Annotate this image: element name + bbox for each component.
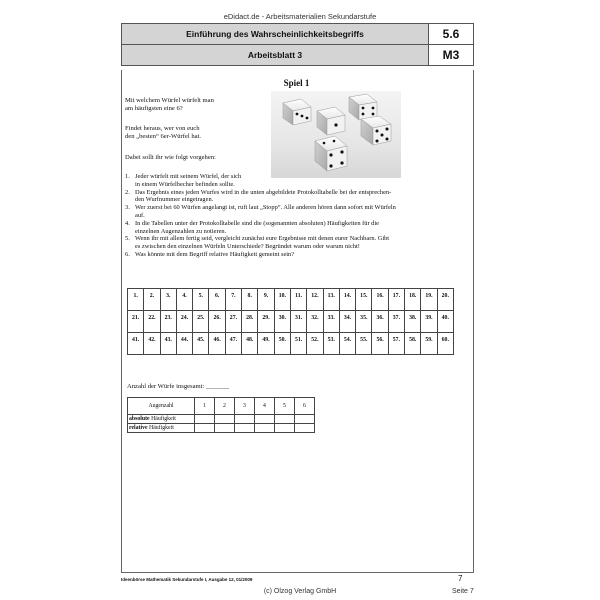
throw-cell[interactable] [258, 333, 274, 355]
throw-cell[interactable] [160, 311, 176, 333]
relative-frequency-label: relative Häufigkeit [128, 424, 195, 433]
throw-cell[interactable] [160, 289, 176, 311]
frequency-table-header-row [128, 398, 315, 415]
throw-number: 52. [311, 337, 319, 343]
total-throws-label: Anzahl der Würfe insgesamt: _______ [127, 383, 230, 390]
site-line: eDidact.de - Arbeitsmaterialien Sekundarstufe [223, 12, 377, 21]
instruction-list [125, 173, 467, 259]
throw-cell[interactable] [307, 333, 323, 355]
header-subtitle: Arbeitsblatt 3 [122, 45, 429, 65]
throw-number: 10. [278, 293, 286, 299]
relative-cell[interactable] [235, 424, 255, 433]
throw-cell[interactable] [290, 289, 306, 311]
throw-number: 2. [149, 293, 155, 299]
throw-number: 49. [262, 337, 270, 343]
throw-cell[interactable] [405, 333, 421, 355]
throw-number: 31. [294, 315, 303, 321]
throw-cell[interactable] [421, 333, 437, 355]
throw-number: 22. [148, 315, 156, 321]
footer-page-number: 7 [458, 574, 463, 583]
throw-number: 43. [164, 337, 172, 343]
throw-number: 44. [180, 337, 189, 343]
header-number: 5.6 [429, 24, 473, 44]
throw-number: 23. [164, 315, 172, 321]
intro-question [125, 97, 214, 113]
absolute-cell[interactable] [275, 415, 295, 424]
throw-number: 40. [441, 315, 449, 321]
throw-number: 50. [278, 337, 286, 343]
header-code: M3 [429, 45, 473, 65]
throw-number: 25. [197, 315, 205, 321]
throw-number: 15. [360, 293, 368, 299]
throw-number: 45. [197, 337, 205, 343]
throw-number: 35. [360, 315, 368, 321]
throw-cell[interactable] [193, 333, 209, 355]
throw-number: 1. [133, 293, 138, 299]
throw-number: 19. [425, 293, 433, 299]
face-3-header: 3 [235, 398, 255, 415]
relative-cell[interactable] [275, 424, 295, 433]
throw-number: 36. [376, 315, 384, 321]
throw-cell[interactable] [160, 333, 176, 355]
throw-cell[interactable] [209, 333, 225, 355]
intro-task-line-1: Findet heraus, wer von euch [125, 125, 200, 132]
throw-cell[interactable] [242, 289, 258, 311]
throw-number: 41. [132, 337, 140, 343]
throw-cell[interactable] [128, 311, 144, 333]
face-1-header: 1 [195, 398, 215, 415]
throw-cell[interactable] [290, 333, 306, 355]
throw-cell[interactable] [193, 311, 209, 333]
throw-number: 29. [262, 315, 270, 321]
throw-cell[interactable] [209, 311, 225, 333]
throw-cell[interactable] [307, 311, 323, 333]
instruction-step-5: 5. Wenn ihr mit allem fertig seid, vergleicht zunächst eure Ergebnisse mit denen eurer Nachbarn. Gibt es zwischen den einzelnen Würfeln Unterschiede? Begründet warum oder warum nicht! [125, 235, 390, 251]
throw-cell[interactable] [274, 289, 290, 311]
frequency-table [127, 397, 315, 433]
throw-number: 28. [246, 315, 254, 321]
throw-cell[interactable] [339, 289, 355, 311]
throw-number: 59. [425, 337, 433, 343]
footer-page-label: Seite 7 [452, 588, 474, 595]
throw-number: 6. [214, 293, 220, 299]
footer-publisher: (c) Olzog Verlag GmbH [263, 588, 337, 595]
throw-number: 55. [360, 337, 368, 343]
throw-cell[interactable] [421, 311, 437, 333]
throw-cell[interactable] [405, 289, 421, 311]
throw-cell[interactable] [388, 333, 404, 355]
intro-question-line-1: Mit welchem Würfel würfelt man [125, 97, 214, 104]
header-row-subtitle [122, 45, 473, 65]
absolute-cell[interactable] [195, 415, 215, 424]
throw-cell[interactable] [421, 289, 437, 311]
throw-cell[interactable] [176, 333, 192, 355]
throw-cell[interactable] [356, 311, 372, 333]
throw-number: 3. [166, 293, 171, 299]
throw-number: 21. [132, 315, 140, 321]
throw-cell[interactable] [323, 311, 339, 333]
face-6-header: 6 [295, 398, 315, 415]
throw-number: 57. [392, 337, 401, 343]
throw-cell[interactable] [225, 311, 241, 333]
throw-cell[interactable] [258, 289, 274, 311]
throw-cell[interactable] [144, 289, 160, 311]
throw-number: 30. [278, 315, 286, 321]
throw-cell[interactable] [176, 311, 192, 333]
throw-number: 47. [229, 337, 238, 343]
intro-task [125, 125, 201, 141]
intro-procedure: Dabei sollt ihr wie folgt vorgehen: [125, 154, 216, 161]
throw-number: 51. [294, 337, 303, 343]
instruction-step-3: 3. Wer zuerst bei 60 Würfen angelangt ist, ruft laut „Stopp“. Alle anderen hören dann sofort mit Würfeln auf. [125, 204, 396, 219]
protocol-row [128, 289, 454, 311]
throw-cell[interactable] [128, 289, 144, 311]
throw-number: 14. [343, 293, 352, 299]
throw-cell[interactable] [144, 311, 160, 333]
throw-number: 48. [246, 337, 254, 343]
throw-number: 54. [343, 337, 352, 343]
throw-number: 16. [376, 293, 384, 299]
absolute-cell[interactable] [215, 415, 235, 424]
instruction-step-2: 2. Das Ergebnis eines jeden Wurfes wird in die unten abgebildete Protokolltabelle bei der entsprechen- den Wurfnummer eingetragen. [125, 188, 392, 204]
throw-cell[interactable] [437, 311, 453, 333]
protocol-row [128, 333, 454, 355]
throw-cell[interactable] [193, 289, 209, 311]
throw-cell[interactable] [258, 311, 274, 333]
throw-cell[interactable] [388, 289, 404, 311]
throw-cell[interactable] [339, 311, 355, 333]
throw-number: 37. [392, 315, 401, 321]
intro-question-line-2: am häufigsten eine 6? [125, 105, 183, 112]
throw-number: 32. [311, 315, 319, 321]
throw-cell[interactable] [290, 311, 306, 333]
throw-cell[interactable] [372, 289, 388, 311]
throw-cell[interactable] [242, 333, 258, 355]
throw-number: 4. [182, 293, 187, 299]
throw-cell[interactable] [209, 289, 225, 311]
throw-cell[interactable] [356, 289, 372, 311]
instruction-step-4: 4. In die Tabellen unter der Protokolltabelle sind die (sogenannten absoluten) Häufigkeiten für die einzelnen Augenzahlen zu notieren. [125, 219, 379, 235]
throw-number: 7. [231, 293, 236, 299]
throw-cell[interactable] [323, 289, 339, 311]
instruction-step-6: 6. Was könnte mit dem Begriff relative Häufigkeit gemeint sein? [125, 250, 295, 258]
throw-cell[interactable] [356, 333, 372, 355]
throw-cell[interactable] [307, 289, 323, 311]
throw-number: 9. [263, 293, 269, 299]
section-title: Spiel 1 [283, 78, 310, 88]
throw-cell[interactable] [437, 333, 453, 355]
throw-number: 42. [148, 337, 156, 343]
throw-cell[interactable] [274, 333, 290, 355]
throw-cell[interactable] [242, 311, 258, 333]
relative-cell[interactable] [195, 424, 215, 433]
throw-number: 26. [213, 315, 221, 321]
worksheet-header [121, 23, 474, 66]
throw-number: 20. [441, 293, 449, 299]
throw-number: 11. [295, 293, 303, 299]
throw-number: 5. [198, 293, 204, 299]
throw-number: 18. [409, 293, 417, 299]
throw-number: 60. [441, 337, 449, 343]
throw-cell[interactable] [437, 289, 453, 311]
throw-cell[interactable] [405, 311, 421, 333]
absolute-frequency-label: absolute Häufigkeit [128, 415, 195, 424]
throw-number: 17. [392, 293, 401, 299]
absolute-frequency-row [128, 415, 315, 424]
intro-task-line-2: den „besten“ 6er-Würfel hat. [125, 133, 202, 140]
dice-photo [271, 91, 401, 178]
absolute-cell[interactable] [235, 415, 255, 424]
throw-number: 56. [376, 337, 384, 343]
throw-number: 53. [327, 337, 335, 343]
throw-cell[interactable] [372, 311, 388, 333]
relative-cell[interactable] [295, 424, 315, 433]
throw-cell[interactable] [225, 333, 241, 355]
throw-cell[interactable] [274, 311, 290, 333]
throw-number: 39. [425, 315, 433, 321]
footer-source: Ideenbörse Mathematik Sekundarstufe I, Ausgabe 12, 01/2009 [121, 577, 253, 582]
throw-cell[interactable] [372, 333, 388, 355]
throw-cell[interactable] [225, 289, 241, 311]
instruction-step-1: 1. Jeder würfelt mit seinem Würfel, der sich in einem Würfelbecher befinden sollte. [125, 173, 242, 188]
header-title: Einführung des Wahrscheinlichkeitsbegriffs [122, 24, 429, 44]
throw-number: 13. [327, 293, 335, 299]
protocol-row [128, 311, 454, 333]
throw-cell[interactable] [128, 333, 144, 355]
relative-cell[interactable] [215, 424, 235, 433]
relative-cell[interactable] [255, 424, 275, 433]
face-5-header: 5 [275, 398, 295, 415]
throw-cell[interactable] [144, 333, 160, 355]
throw-number: 12. [311, 293, 319, 299]
dice-icon [271, 91, 401, 178]
relative-frequency-row [128, 424, 315, 433]
header-row-title [122, 24, 473, 45]
throw-cell[interactable] [339, 333, 355, 355]
absolute-cell[interactable] [295, 415, 315, 424]
throw-number: 34. [343, 315, 352, 321]
face-4-header: 4 [255, 398, 275, 415]
throw-number: 24. [180, 315, 189, 321]
throw-number: 27. [229, 315, 238, 321]
protocol-table [127, 288, 454, 355]
throw-cell[interactable] [323, 333, 339, 355]
throw-cell[interactable] [388, 311, 404, 333]
throw-cell[interactable] [176, 289, 192, 311]
augenzahl-header: Augenzahl [128, 398, 195, 415]
face-2-header: 2 [215, 398, 235, 415]
throw-number: 46. [213, 337, 221, 343]
throw-number: 33. [327, 315, 335, 321]
throw-number: 8. [247, 293, 252, 299]
throw-number: 58. [409, 337, 417, 343]
absolute-cell[interactable] [255, 415, 275, 424]
throw-number: 38. [409, 315, 417, 321]
